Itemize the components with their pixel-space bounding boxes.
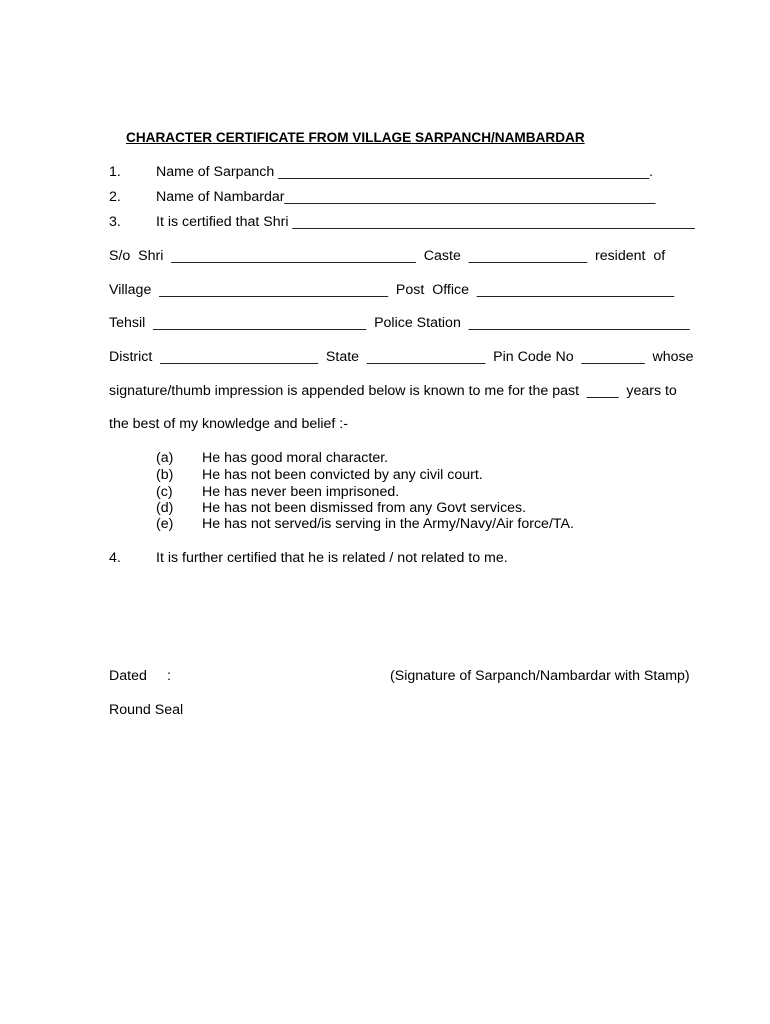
subitem-label: (e) [156,516,174,532]
district-line: District ____________________ State _______________ Pin Code No ________ whose [109,349,694,365]
dated-label: Dated [109,668,147,684]
subitem-text: He has good moral character. [202,450,389,466]
tehsil-line: Tehsil ___________________________ Police Station ____________________________ [109,315,690,331]
sarpanch-name-line: Name of Sarpanch _______________________________________________. [156,164,654,180]
page-title: CHARACTER CERTIFICATE FROM VILLAGE SARPANCH/NAMBARDAR [126,130,585,145]
subitem-text: He has never been imprisoned. [202,484,400,500]
related-line: It is further certified that he is related / not related to me. [156,550,508,566]
subitem-text: He has not been dismissed from any Govt services. [202,500,527,516]
round-seal-label: Round Seal [109,702,184,718]
item-number: 4. [109,550,121,566]
dated-colon: : [167,668,171,684]
item-number: 2. [109,189,121,205]
certified-shri-line: It is certified that Shri ___________________________________________________ [156,214,695,230]
village-line: Village _____________________________ Post Office _________________________ [109,282,675,298]
subitem-text: He has not been convicted by any civil court. [202,467,483,483]
subitem-label: (b) [156,467,174,483]
item-number: 1. [109,164,121,180]
signature-line: signature/thumb impression is appended below is known to me for the past ____ years to [109,383,677,399]
item-number: 3. [109,214,121,230]
subitem-text: He has not served/is serving in the Army/Navy/Air force/TA. [202,516,574,532]
signature-stamp-label: (Signature of Sarpanch/Nambardar with Stamp) [390,668,690,684]
subitem-label: (c) [156,484,173,500]
belief-line: the best of my knowledge and belief :- [109,416,348,432]
so-shri-line: S/o Shri _______________________________ Caste _______________ resident of [109,248,666,264]
subitem-label: (d) [156,500,174,516]
nambardar-name-line: Name of Nambardar_______________________________________________ [156,189,656,205]
subitem-label: (a) [156,450,174,466]
